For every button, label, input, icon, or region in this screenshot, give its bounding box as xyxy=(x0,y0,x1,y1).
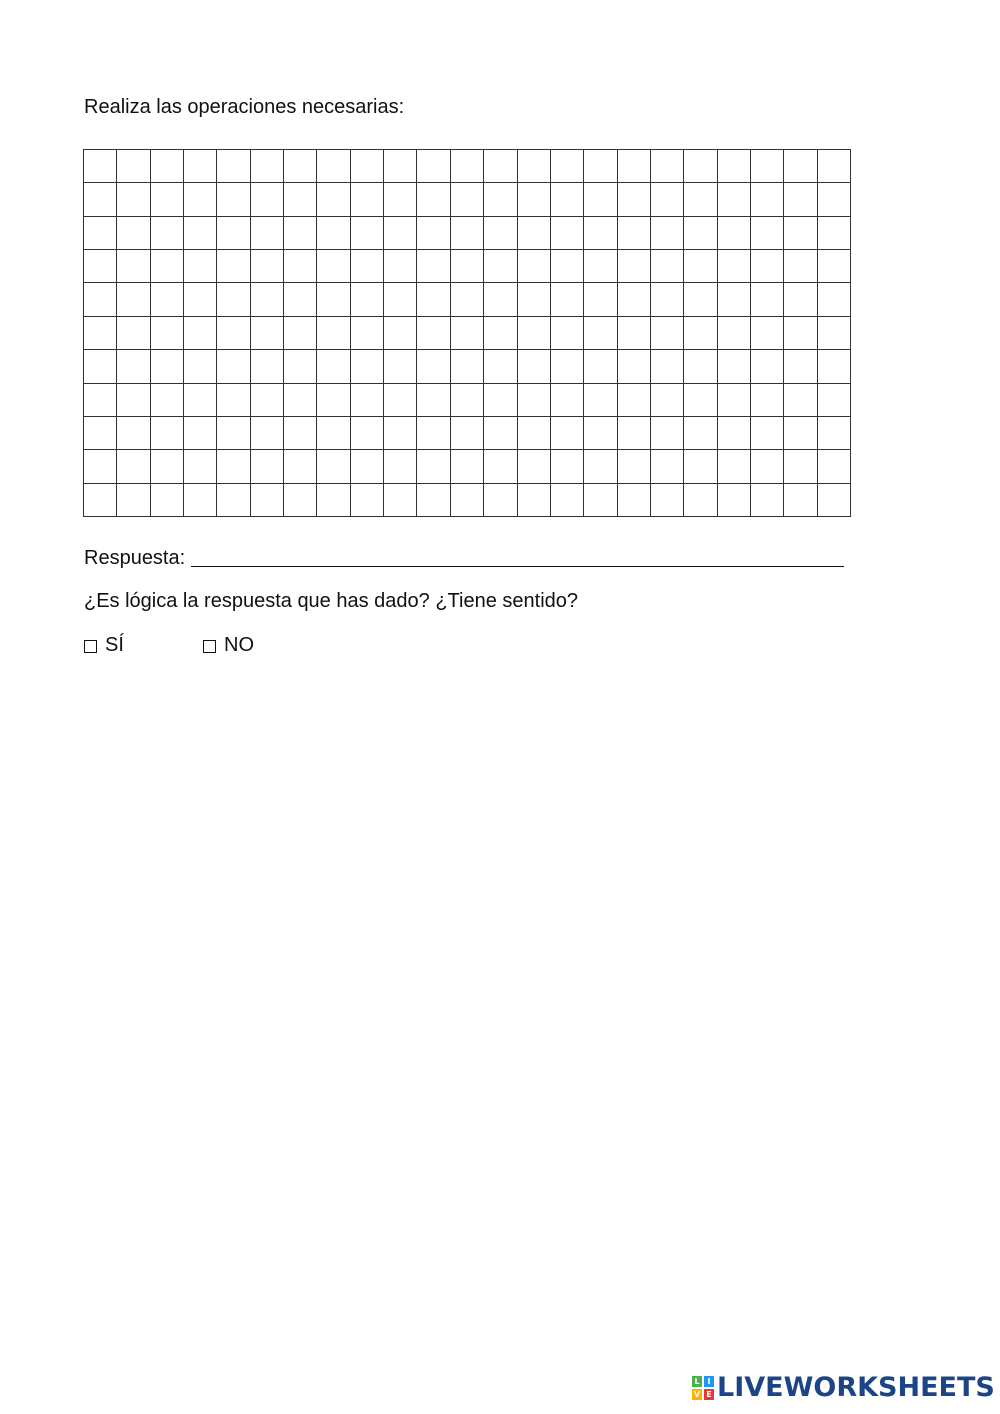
grid-cell[interactable] xyxy=(784,183,817,216)
grid-cell[interactable] xyxy=(751,250,784,283)
grid-cell[interactable] xyxy=(417,283,450,316)
grid-cell[interactable] xyxy=(818,317,851,350)
grid-cell[interactable] xyxy=(251,317,284,350)
grid-cell[interactable] xyxy=(684,350,717,383)
grid-cell[interactable] xyxy=(818,417,851,450)
grid-cell[interactable] xyxy=(518,484,551,517)
grid-cell[interactable] xyxy=(651,350,684,383)
grid-cell[interactable] xyxy=(484,350,517,383)
grid-cell[interactable] xyxy=(551,150,584,183)
grid-cell[interactable] xyxy=(351,350,384,383)
grid-cell[interactable] xyxy=(184,283,217,316)
grid-cell[interactable] xyxy=(784,283,817,316)
grid-cell[interactable] xyxy=(584,217,617,250)
grid-cell[interactable] xyxy=(317,350,350,383)
grid-cell[interactable] xyxy=(151,417,184,450)
grid-cell[interactable] xyxy=(684,317,717,350)
grid-cell[interactable] xyxy=(351,183,384,216)
grid-cell[interactable] xyxy=(351,250,384,283)
grid-cell[interactable] xyxy=(184,317,217,350)
grid-cell[interactable] xyxy=(317,317,350,350)
grid-cell[interactable] xyxy=(618,150,651,183)
grid-cell[interactable] xyxy=(417,217,450,250)
grid-cell[interactable] xyxy=(718,250,751,283)
grid-cell[interactable] xyxy=(284,450,317,483)
grid-cell[interactable] xyxy=(317,183,350,216)
grid-cell[interactable] xyxy=(684,384,717,417)
grid-cell[interactable] xyxy=(751,450,784,483)
grid-cell[interactable] xyxy=(384,417,417,450)
grid-cell[interactable] xyxy=(351,384,384,417)
grid-cell[interactable] xyxy=(151,450,184,483)
grid-cell[interactable] xyxy=(718,450,751,483)
grid-cell[interactable] xyxy=(284,250,317,283)
grid-cell[interactable] xyxy=(751,384,784,417)
grid-cell[interactable] xyxy=(151,384,184,417)
grid-cell[interactable] xyxy=(417,350,450,383)
grid-cell[interactable] xyxy=(351,484,384,517)
logo-tile-e: E xyxy=(704,1389,714,1400)
option-si-label: SÍ xyxy=(105,634,124,656)
logo-text: LIVEWORKSHEETS xyxy=(717,1372,995,1403)
grid-cell[interactable] xyxy=(417,183,450,216)
grid-cell[interactable] xyxy=(551,183,584,216)
grid-cell[interactable] xyxy=(351,450,384,483)
grid-cell[interactable] xyxy=(551,450,584,483)
grid-cell[interactable] xyxy=(618,350,651,383)
grid-cell[interactable] xyxy=(551,417,584,450)
grid-cell[interactable] xyxy=(217,150,250,183)
grid-cell[interactable] xyxy=(317,384,350,417)
grid-cell[interactable] xyxy=(718,417,751,450)
grid-cell[interactable] xyxy=(317,450,350,483)
grid-cell[interactable] xyxy=(584,450,617,483)
grid-cell[interactable] xyxy=(184,350,217,383)
grid-cell[interactable] xyxy=(284,484,317,517)
grid-cell[interactable] xyxy=(317,150,350,183)
grid-cell[interactable] xyxy=(518,183,551,216)
grid-cell[interactable] xyxy=(551,217,584,250)
grid-cell[interactable] xyxy=(818,350,851,383)
grid-cell[interactable] xyxy=(384,350,417,383)
grid-cell[interactable] xyxy=(217,484,250,517)
grid-cell[interactable] xyxy=(718,217,751,250)
grid-cell[interactable] xyxy=(684,183,717,216)
grid-cell[interactable] xyxy=(784,150,817,183)
grid-cell[interactable] xyxy=(684,283,717,316)
grid-cell[interactable] xyxy=(584,417,617,450)
grid-cell[interactable] xyxy=(818,183,851,216)
grid-cell[interactable] xyxy=(184,384,217,417)
question-text: ¿Es lógica la respuesta que has dado? ¿Tiene sentido? xyxy=(84,590,579,612)
grid-cell[interactable] xyxy=(317,417,350,450)
grid-cell[interactable] xyxy=(784,450,817,483)
grid-cell[interactable] xyxy=(518,217,551,250)
grid-cell[interactable] xyxy=(251,250,284,283)
grid-cell[interactable] xyxy=(618,283,651,316)
grid-cell[interactable] xyxy=(784,350,817,383)
grid-cell[interactable] xyxy=(317,250,350,283)
grid-cell[interactable] xyxy=(584,283,617,316)
grid-cell[interactable] xyxy=(784,217,817,250)
grid-cell[interactable] xyxy=(451,217,484,250)
grid-cell[interactable] xyxy=(618,217,651,250)
grid-cell[interactable] xyxy=(751,350,784,383)
grid-cell[interactable] xyxy=(417,150,450,183)
grid-cell[interactable] xyxy=(417,417,450,450)
grid-cell[interactable] xyxy=(618,183,651,216)
grid-cell[interactable] xyxy=(84,384,117,417)
grid-cell[interactable] xyxy=(284,150,317,183)
grid-cell[interactable] xyxy=(651,484,684,517)
grid-cell[interactable] xyxy=(784,384,817,417)
grid-cell[interactable] xyxy=(184,250,217,283)
grid-cell[interactable] xyxy=(518,350,551,383)
grid-cell[interactable] xyxy=(684,450,717,483)
grid-cell[interactable] xyxy=(618,250,651,283)
grid-cell[interactable] xyxy=(818,150,851,183)
grid-cell[interactable] xyxy=(618,384,651,417)
grid-cell[interactable] xyxy=(117,150,150,183)
grid-cell[interactable] xyxy=(718,317,751,350)
grid-cell[interactable] xyxy=(351,283,384,316)
logo-icon xyxy=(692,1376,714,1400)
grid-cell[interactable] xyxy=(451,450,484,483)
grid-cell[interactable] xyxy=(684,484,717,517)
grid-cell[interactable] xyxy=(417,250,450,283)
grid-cell[interactable] xyxy=(384,217,417,250)
instruction-text: Realiza las operaciones necesarias: xyxy=(84,96,405,118)
grid-cell[interactable] xyxy=(217,450,250,483)
grid-cell[interactable] xyxy=(117,450,150,483)
grid-cell[interactable] xyxy=(751,317,784,350)
grid-cell[interactable] xyxy=(518,450,551,483)
grid-cell[interactable] xyxy=(284,317,317,350)
grid-cell[interactable] xyxy=(84,450,117,483)
grid-cell[interactable] xyxy=(284,217,317,250)
grid-cell[interactable] xyxy=(584,183,617,216)
grid-cell[interactable] xyxy=(484,217,517,250)
grid-cell[interactable] xyxy=(217,183,250,216)
grid-cell[interactable] xyxy=(351,317,384,350)
grid-cell[interactable] xyxy=(684,417,717,450)
grid-cell[interactable] xyxy=(417,450,450,483)
option-no-label: NO xyxy=(224,634,254,656)
grid-cell[interactable] xyxy=(151,183,184,216)
grid-cell[interactable] xyxy=(284,283,317,316)
grid-cell[interactable] xyxy=(251,283,284,316)
grid-cell[interactable] xyxy=(818,283,851,316)
grid-cell[interactable] xyxy=(151,217,184,250)
grid-cell[interactable] xyxy=(818,384,851,417)
grid-cell[interactable] xyxy=(651,183,684,216)
grid-cell[interactable] xyxy=(384,250,417,283)
grid-cell[interactable] xyxy=(651,283,684,316)
grid-cell[interactable] xyxy=(417,384,450,417)
grid-cell[interactable] xyxy=(551,317,584,350)
grid-cell[interactable] xyxy=(251,384,284,417)
grid-cell[interactable] xyxy=(284,417,317,450)
grid-cell[interactable] xyxy=(251,417,284,450)
grid-cell[interactable] xyxy=(351,217,384,250)
grid-cell[interactable] xyxy=(317,217,350,250)
grid-cell[interactable] xyxy=(151,150,184,183)
grid-cell[interactable] xyxy=(117,384,150,417)
grid-cell[interactable] xyxy=(84,417,117,450)
grid-cell[interactable] xyxy=(284,350,317,383)
grid-cell[interactable] xyxy=(151,317,184,350)
option-si[interactable] xyxy=(84,633,124,657)
grid-cell[interactable] xyxy=(651,384,684,417)
grid-cell[interactable] xyxy=(417,484,450,517)
grid-cell[interactable] xyxy=(184,183,217,216)
grid-cell[interactable] xyxy=(784,484,817,517)
grid-cell[interactable] xyxy=(551,283,584,316)
grid-cell[interactable] xyxy=(818,250,851,283)
grid-cell[interactable] xyxy=(618,317,651,350)
grid-cell[interactable] xyxy=(384,317,417,350)
grid-cell[interactable] xyxy=(518,384,551,417)
grid-cell[interactable] xyxy=(117,317,150,350)
grid-cell[interactable] xyxy=(384,484,417,517)
grid-cell[interactable] xyxy=(384,450,417,483)
grid-cell[interactable] xyxy=(818,450,851,483)
grid-cell[interactable] xyxy=(718,283,751,316)
grid-cell[interactable] xyxy=(718,183,751,216)
grid-cell[interactable] xyxy=(718,350,751,383)
grid-cell[interactable] xyxy=(518,150,551,183)
grid-cell[interactable] xyxy=(484,417,517,450)
grid-cell[interactable] xyxy=(284,183,317,216)
grid-cell[interactable] xyxy=(84,283,117,316)
grid-cell[interactable] xyxy=(618,417,651,450)
grid-cell[interactable] xyxy=(117,350,150,383)
grid-cell[interactable] xyxy=(151,283,184,316)
grid-cell[interactable] xyxy=(484,450,517,483)
grid-cell[interactable] xyxy=(251,484,284,517)
grid-cell[interactable] xyxy=(251,150,284,183)
grid-cell[interactable] xyxy=(651,317,684,350)
grid-cell[interactable] xyxy=(618,450,651,483)
grid-cell[interactable] xyxy=(518,283,551,316)
grid-cell[interactable] xyxy=(251,217,284,250)
grid-cell[interactable] xyxy=(84,350,117,383)
grid-cell[interactable] xyxy=(451,417,484,450)
grid-cell[interactable] xyxy=(551,384,584,417)
grid-cell[interactable] xyxy=(117,217,150,250)
grid-cell[interactable] xyxy=(151,250,184,283)
grid-cell[interactable] xyxy=(718,484,751,517)
grid-cell[interactable] xyxy=(351,417,384,450)
grid-cell[interactable] xyxy=(84,217,117,250)
grid-cell[interactable] xyxy=(117,283,150,316)
grid-cell[interactable] xyxy=(784,417,817,450)
grid-cell[interactable] xyxy=(651,450,684,483)
grid-cell[interactable] xyxy=(484,150,517,183)
grid-cell[interactable] xyxy=(317,283,350,316)
logo-tile-i: I xyxy=(704,1376,714,1387)
grid-cell[interactable] xyxy=(651,417,684,450)
grid-cell[interactable] xyxy=(84,150,117,183)
grid-cell[interactable] xyxy=(651,250,684,283)
grid-cell[interactable] xyxy=(784,250,817,283)
grid-cell[interactable] xyxy=(184,150,217,183)
logo-tile-l: L xyxy=(692,1376,702,1387)
grid-cell[interactable] xyxy=(151,350,184,383)
grid-cell[interactable] xyxy=(484,384,517,417)
grid-cell[interactable] xyxy=(751,283,784,316)
option-no[interactable] xyxy=(203,633,254,657)
answer-label: Respuesta: xyxy=(84,547,186,569)
grid-cell[interactable] xyxy=(584,384,617,417)
grid-cell[interactable] xyxy=(484,183,517,216)
grid-cell[interactable] xyxy=(284,384,317,417)
grid-cell[interactable] xyxy=(451,317,484,350)
logo-tile-v: V xyxy=(693,1389,701,1399)
grid-cell[interactable] xyxy=(384,283,417,316)
grid-cell[interactable] xyxy=(784,317,817,350)
grid-cell[interactable] xyxy=(217,217,250,250)
grid-cell[interactable] xyxy=(684,150,717,183)
grid-cell[interactable] xyxy=(84,317,117,350)
grid-cell[interactable] xyxy=(117,250,150,283)
grid-cell[interactable] xyxy=(451,350,484,383)
grid-cell[interactable] xyxy=(151,484,184,517)
grid-cell[interactable] xyxy=(84,250,117,283)
grid-cell[interactable] xyxy=(384,150,417,183)
grid-cell[interactable] xyxy=(451,384,484,417)
grid-cell[interactable] xyxy=(84,183,117,216)
grid-cell[interactable] xyxy=(451,283,484,316)
grid-cell[interactable] xyxy=(584,350,617,383)
liveworksheets-logo xyxy=(692,1373,995,1403)
grid-cell[interactable] xyxy=(751,150,784,183)
grid-cell[interactable] xyxy=(618,484,651,517)
grid-cell[interactable] xyxy=(518,317,551,350)
grid-cell[interactable] xyxy=(184,450,217,483)
grid-cell[interactable] xyxy=(584,250,617,283)
grid-cell[interactable] xyxy=(518,417,551,450)
checkbox-si[interactable] xyxy=(84,640,97,653)
grid-cell[interactable] xyxy=(384,183,417,216)
grid-cell[interactable] xyxy=(551,484,584,517)
grid-cell[interactable] xyxy=(384,384,417,417)
grid-cell[interactable] xyxy=(751,217,784,250)
grid-cell[interactable] xyxy=(451,150,484,183)
grid-cell[interactable] xyxy=(84,484,117,517)
grid-cell[interactable] xyxy=(217,283,250,316)
grid-cell[interactable] xyxy=(651,150,684,183)
grid-cell[interactable] xyxy=(217,350,250,383)
grid-cell[interactable] xyxy=(584,150,617,183)
grid-cell[interactable] xyxy=(818,217,851,250)
grid-cell[interactable] xyxy=(184,484,217,517)
grid-cell[interactable] xyxy=(751,417,784,450)
grid-cell[interactable] xyxy=(584,317,617,350)
calculation-grid[interactable] xyxy=(83,149,851,517)
grid-cell[interactable] xyxy=(718,384,751,417)
grid-cell[interactable] xyxy=(484,484,517,517)
grid-cell[interactable] xyxy=(451,250,484,283)
grid-cell[interactable] xyxy=(184,417,217,450)
grid-cell[interactable] xyxy=(684,250,717,283)
grid-cell[interactable] xyxy=(751,183,784,216)
grid-cell[interactable] xyxy=(351,150,384,183)
grid-cell[interactable] xyxy=(484,317,517,350)
grid-cell[interactable] xyxy=(551,350,584,383)
grid-cell[interactable] xyxy=(217,250,250,283)
grid-cell[interactable] xyxy=(484,283,517,316)
grid-cell[interactable] xyxy=(684,217,717,250)
grid-cell[interactable] xyxy=(584,484,617,517)
grid-cell[interactable] xyxy=(251,450,284,483)
grid-cell[interactable] xyxy=(451,183,484,216)
grid-cell[interactable] xyxy=(117,417,150,450)
grid-cell[interactable] xyxy=(451,484,484,517)
grid-cell[interactable] xyxy=(718,150,751,183)
grid-cell[interactable] xyxy=(651,217,684,250)
grid-cell[interactable] xyxy=(184,217,217,250)
grid-cell[interactable] xyxy=(117,183,150,216)
answer-input[interactable] xyxy=(191,546,844,567)
grid-cell[interactable] xyxy=(818,484,851,517)
grid-cell[interactable] xyxy=(117,484,150,517)
grid-cell[interactable] xyxy=(751,484,784,517)
grid-cell[interactable] xyxy=(217,384,250,417)
grid-cell[interactable] xyxy=(317,484,350,517)
grid-cell[interactable] xyxy=(251,350,284,383)
grid-cell[interactable] xyxy=(217,417,250,450)
grid-cell[interactable] xyxy=(417,317,450,350)
grid-cell[interactable] xyxy=(484,250,517,283)
grid-cell[interactable] xyxy=(217,317,250,350)
answer-row xyxy=(84,544,844,570)
grid-cell[interactable] xyxy=(251,183,284,216)
checkbox-no[interactable] xyxy=(203,640,216,653)
grid-cell[interactable] xyxy=(551,250,584,283)
grid-cell[interactable] xyxy=(518,250,551,283)
